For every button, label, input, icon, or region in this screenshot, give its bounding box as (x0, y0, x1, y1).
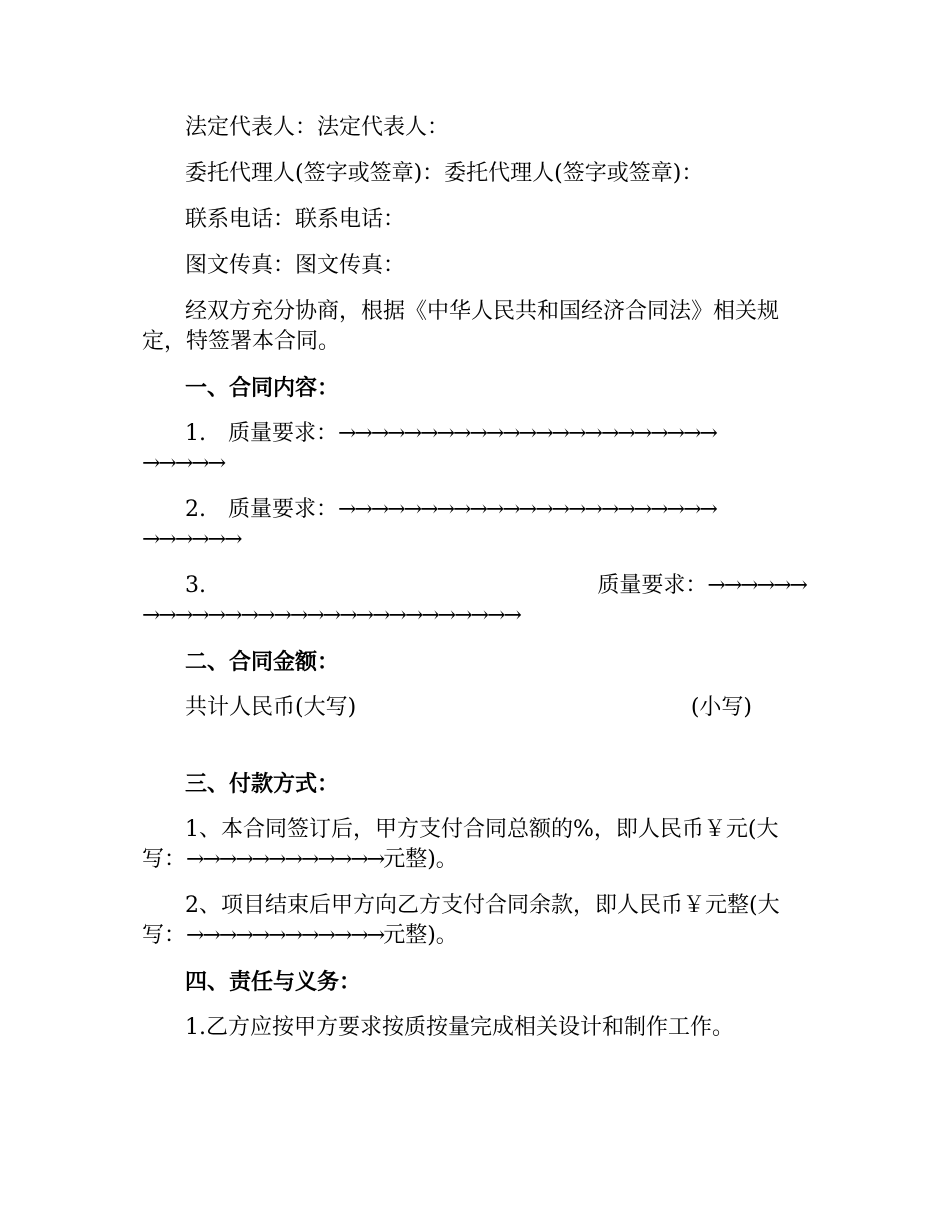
section-contract-content-heading: 一、合同内容： (185, 375, 340, 401)
authorized-agent-line: 委托代理人(签字或签章)：委托代理人(签字或签章)： (185, 161, 704, 186)
payment-clause-2-text: 2、项目结束后甲方向乙方支付合同余款，即人民币￥元整(大写： (142, 893, 780, 948)
quality-item-3-arrows-cont: →→→→→→→→→→→→→→→→→→→→→→→ (142, 603, 520, 628)
amount-uppercase-label: 共计人民币(大写) (185, 695, 357, 720)
payment-clause-1-end: 元整)。 (383, 847, 458, 872)
payment-clause-1-text: 1、本合同签订后，甲方支付合同总额的%，即人民币￥元(大写： (142, 817, 779, 872)
payment-clause-1 (142, 815, 806, 875)
quality-item-3-number: 3. (185, 573, 206, 598)
payment-clause-2 (142, 891, 806, 951)
quality-item-2-arrows: →→→→→→→→→→→→→→→→→→→→→→→ (338, 497, 716, 522)
section-responsibilities-heading: 四、责任与义务： (185, 969, 362, 995)
contract-amount-line (142, 693, 806, 723)
section-payment-heading: 三、付款方式： (185, 771, 340, 797)
quality-item-1-label: 1. 质量要求： (185, 421, 338, 446)
quality-item-3 (142, 571, 806, 631)
blank-line (142, 723, 806, 753)
payment-clause-2-arrows: →→→→→→→→→→→→ (186, 923, 384, 948)
quality-item-2 (142, 495, 806, 555)
payment-clause-1-arrows: →→→→→→→→→→→→ (186, 847, 384, 872)
quality-item-2-arrows-cont: →→→→→→ (142, 527, 241, 552)
document-body (142, 113, 806, 1043)
payment-clause-2-end: 元整)。 (383, 923, 458, 948)
quality-item-3-label: 质量要求： (597, 573, 708, 598)
quality-item-1-arrows: →→→→→→→→→→→→→→→→→→→→→→→ (338, 421, 716, 446)
quality-item-1 (142, 419, 806, 479)
responsibility-item-1: 1.乙方应按甲方要求按质按量完成相关设计和制作工作。 (185, 1015, 734, 1040)
phone-line: 联系电话：联系电话： (185, 207, 406, 232)
intro-paragraph: 经双方充分协商，根据《中华人民共和国经济合同法》相关规定，特签署本合同。 (142, 299, 780, 354)
quality-item-1-arrows-cont: →→→→→ (142, 451, 225, 476)
quality-item-2-label: 2. 质量要求： (185, 497, 338, 522)
fax-line: 图文传真：图文传真： (185, 253, 406, 278)
amount-lowercase-label: (小写) (690, 695, 752, 720)
quality-item-3-arrows: →→→→→→ (707, 573, 806, 598)
section-contract-amount-heading: 二、合同金额： (185, 649, 340, 675)
legal-representative-line: 法定代表人：法定代表人： (185, 115, 450, 140)
